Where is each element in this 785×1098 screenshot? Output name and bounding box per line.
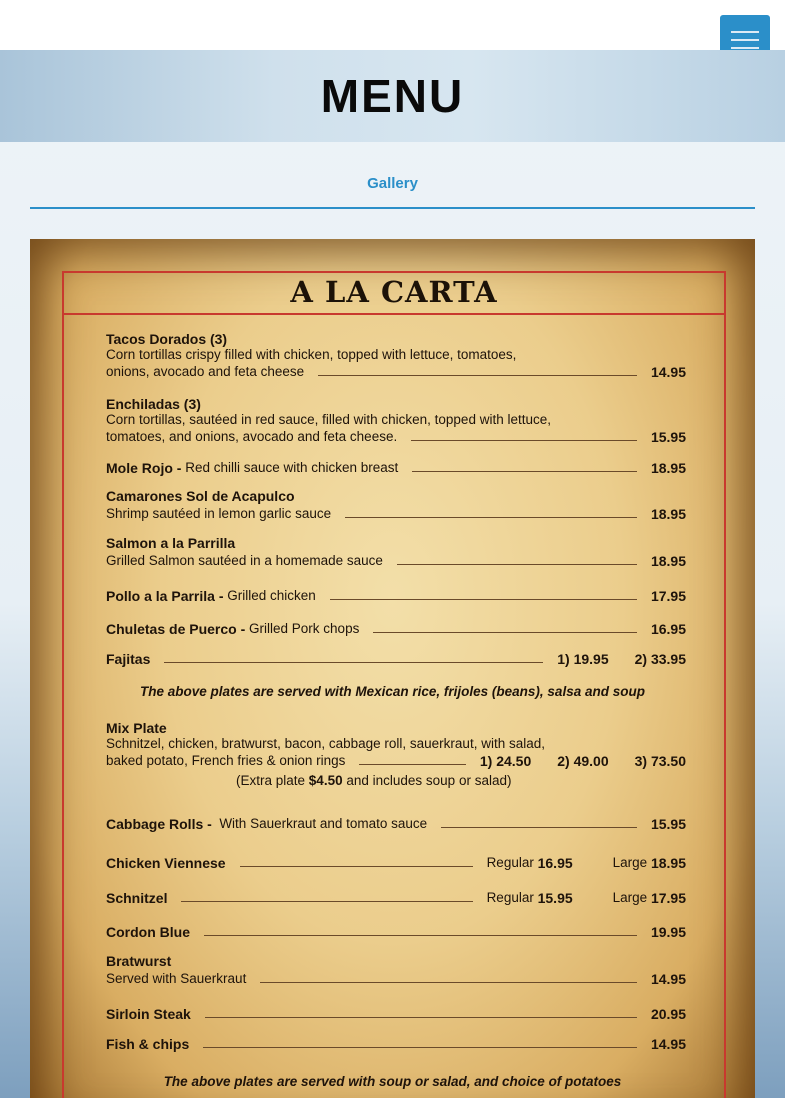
menu-item-tacos: Tacos Dorados (3) Corn tortillas crispy filled with chicken, topped with lettuce, tomatoes, onions, avocado and feta cheese 14.95 bbox=[106, 331, 686, 380]
price: 18.95 bbox=[650, 506, 686, 522]
price: 20.95 bbox=[650, 1006, 686, 1022]
price: 18.95 bbox=[650, 460, 686, 476]
menu-item-pollo: Pollo a la Parrila - Grilled chicken 17.95 bbox=[106, 588, 686, 604]
menu-image bbox=[30, 239, 755, 1098]
price: 15.95 bbox=[650, 429, 686, 445]
menu-item-bratwurst: Bratwurst Served with Sauerkraut 14.95 bbox=[106, 953, 686, 987]
menu-item-camarones: Camarones Sol de Acapulco Shrimp sautéed in lemon garlic sauce 18.95 bbox=[106, 488, 686, 522]
price: 16.95 bbox=[650, 621, 686, 637]
menu-item-fish-chips: Fish & chips 14.95 bbox=[106, 1036, 686, 1052]
price: 17.95 bbox=[650, 588, 686, 604]
price: 14.95 bbox=[650, 971, 686, 987]
price: 19.95 bbox=[650, 924, 686, 940]
tab-gallery[interactable]: Gallery bbox=[367, 175, 418, 192]
menu-item-chuletas: Chuletas de Puerco - Grilled Pork chops 16.95 bbox=[106, 621, 686, 637]
menu-item-fajitas: Fajitas 1) 19.95 2) 33.95 bbox=[106, 651, 686, 667]
menu-item-enchiladas: Enchiladas (3) Corn tortillas, sautéed in red sauce, filled with chicken, topped with lettuce, tomatoes, and onions, avocado and feta cheese. 15.95 bbox=[106, 396, 686, 445]
page-title: MENU bbox=[320, 70, 465, 122]
price: 14.95 bbox=[650, 364, 686, 380]
price: 18.95 bbox=[650, 553, 686, 569]
top-navbar bbox=[0, 0, 785, 50]
menu-item-salmon: Salmon a la Parrilla Grilled Salmon sautéed in a homemade sauce 18.95 bbox=[106, 535, 686, 569]
menu-item-sirloin-steak: Sirloin Steak 20.95 bbox=[106, 1006, 686, 1022]
page-header bbox=[0, 50, 785, 142]
price: 14.95 bbox=[650, 1036, 686, 1052]
menu-item-mix-plate: Mix Plate Schnitzel, chicken, bratwurst, bacon, cabbage roll, sauerkraut, with salad, baked potato, French fries & onion rings 1) 24.50 2) 49.00 3) 73.50 (Extra plate $4.50 and includes soup or salad) bbox=[106, 720, 686, 788]
menu-item-chicken-viennese: Chicken Viennese Regular 16.95 Large 18.95 bbox=[106, 855, 686, 871]
hamburger-icon bbox=[731, 31, 759, 33]
menu-note-soup: The above plates are served with soup or salad, and choice of potatoes bbox=[163, 1074, 622, 1089]
menu-item-cabbage-rolls: Cabbage Rolls - With Sauerkraut and tomato sauce 15.95 bbox=[106, 816, 686, 832]
menu-note-mexican: The above plates are served with Mexican rice, frijoles (beans), salsa and soup bbox=[140, 684, 645, 699]
menu-title: A LA CARTA bbox=[64, 273, 724, 315]
menu-item-schnitzel: Schnitzel Regular 15.95 Large 17.95 bbox=[106, 890, 686, 906]
price: 15.95 bbox=[650, 816, 686, 832]
menu-tabs bbox=[30, 168, 755, 209]
menu-item-cordon-blue: Cordon Blue 19.95 bbox=[106, 924, 686, 940]
menu-item-mole: Mole Rojo - Red chilli sauce with chicken breast 18.95 bbox=[106, 460, 686, 476]
